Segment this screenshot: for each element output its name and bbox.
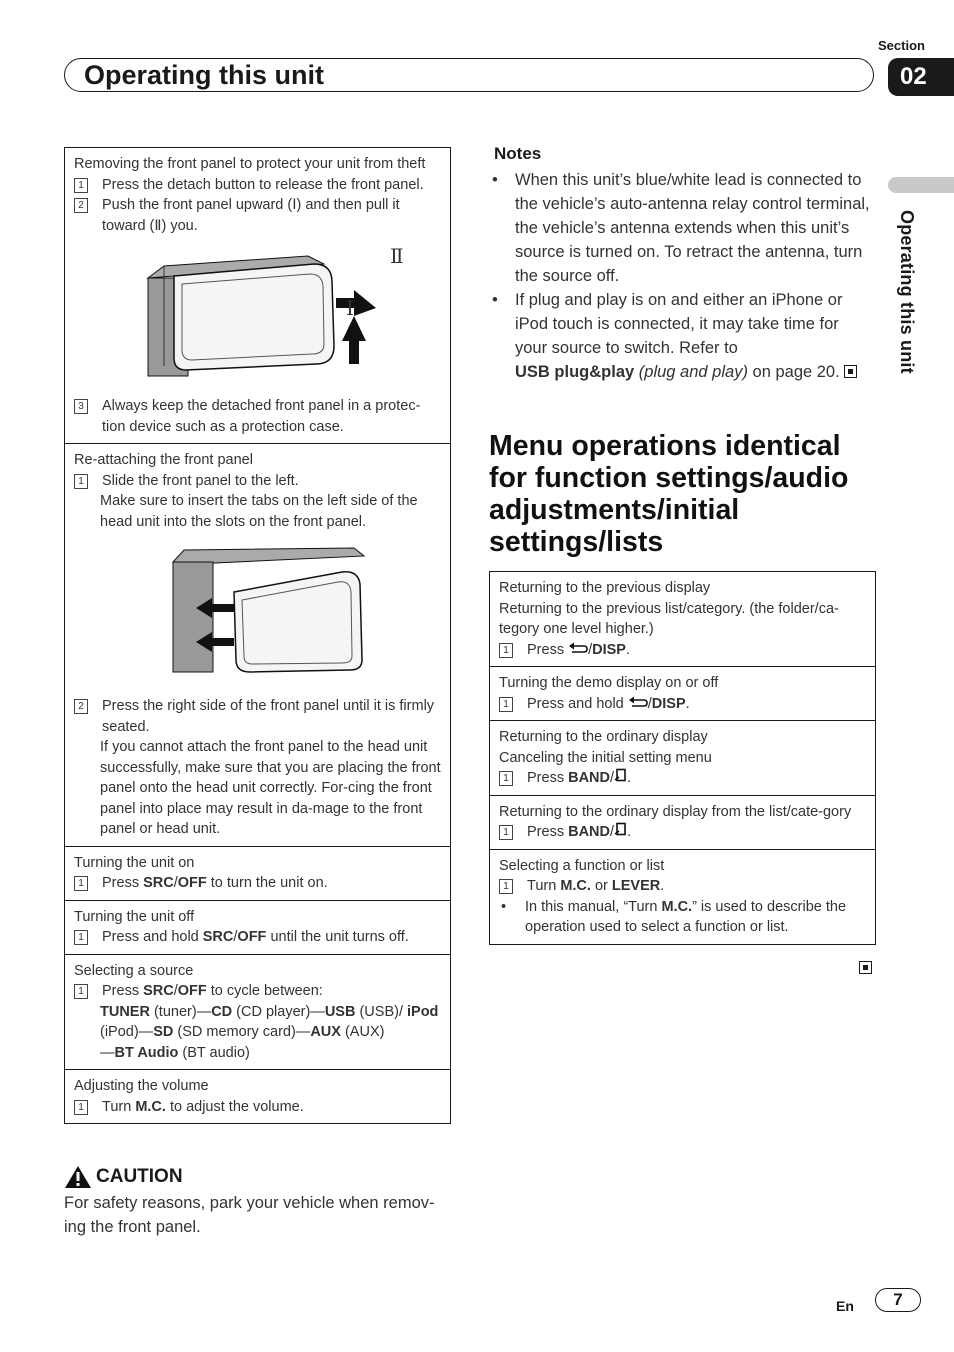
disp-key: DISP — [651, 695, 686, 712]
separator: / — [647, 695, 652, 712]
step — [74, 195, 441, 236]
mc-key: M.C. — [135, 1098, 166, 1115]
ordinary-display-cell — [490, 721, 875, 796]
off-key: OFF — [177, 983, 207, 999]
cell-title: Re-attaching the front panel — [74, 452, 253, 468]
step — [74, 696, 441, 737]
step-text: . — [627, 770, 632, 786]
separator: — — [100, 1044, 115, 1061]
step-text: Turn — [102, 1098, 136, 1115]
source-key: TUNER — [100, 1003, 150, 1020]
demo-display-cell — [490, 667, 875, 721]
notes-list — [490, 168, 875, 384]
step-number: 1 — [74, 876, 88, 891]
turn-off-cell — [65, 901, 450, 955]
note-text: When this unit’s blue/white lead is connected to the vehicle’s auto-antenna relay control terminal, the vehicle’s antenna extends when this unit’s source is turned on. To retract the antenna, turn the source off. — [515, 171, 870, 285]
step-number: 1 — [74, 1100, 88, 1115]
disp-key: DISP — [592, 641, 626, 658]
turn-on-cell — [65, 847, 450, 901]
separator: / — [609, 824, 615, 840]
step-text: Press — [527, 641, 569, 658]
step-text: . — [625, 641, 630, 658]
page-title: Operating this unit — [84, 60, 324, 90]
bullet: • — [501, 898, 507, 915]
source-key: AUX — [310, 1024, 341, 1040]
cell-title: Selecting a source — [74, 962, 194, 979]
caution-heading — [64, 1165, 183, 1189]
note-text: ” is used to describe the operation used to select a function or list. — [525, 898, 847, 935]
list-item — [490, 288, 875, 384]
step — [499, 822, 866, 843]
step-text: . — [627, 824, 632, 840]
previous-display-cell — [490, 572, 875, 667]
end-mark-icon — [844, 365, 857, 378]
note-text: If plug and play is on and either an iPhone or iPod touch is connected, it may take time for your source to switch. Refer to — [515, 291, 843, 357]
section-number-tab: 02 — [888, 58, 954, 96]
side-section-label: Operating this unit — [897, 210, 917, 374]
step — [74, 471, 441, 492]
step — [499, 694, 866, 715]
step-number: 1 — [499, 697, 513, 712]
mc-key: M.C. — [560, 878, 591, 894]
cell-title: Adjusting the volume — [74, 1078, 209, 1094]
source-key: iPod — [407, 1003, 439, 1020]
separator: / — [588, 641, 593, 658]
reattach-figure — [74, 532, 441, 696]
separator: / — [173, 983, 178, 999]
src-key: SRC — [143, 875, 174, 891]
cell-subtitle: Returning to the previous list/category. (the folder/ca-tegory one level higher.) — [499, 600, 839, 637]
step — [74, 927, 441, 948]
cell-title: Returning to the ordinary display from the list/cate-gory — [499, 803, 852, 820]
bullet: • — [492, 291, 498, 309]
cell-subtitle: Canceling the initial setting menu — [499, 749, 712, 766]
source-desc: (USB)/ — [355, 1003, 403, 1020]
ordinary-from-list-cell — [490, 796, 875, 850]
cell-title: Turning the unit on — [74, 854, 195, 871]
volume-cell — [65, 1070, 450, 1123]
menu-operations-heading: Menu operations identical for function settings/audio adjustments/initial settings/lists — [489, 430, 849, 558]
phone-icon — [614, 822, 627, 836]
step-number: 1 — [499, 771, 513, 786]
note-text: In this manual, “Turn — [525, 898, 662, 915]
step-number: 2 — [74, 699, 88, 714]
phone-icon — [614, 768, 627, 782]
step-number: 1 — [74, 178, 88, 193]
step-number: 2 — [74, 198, 88, 213]
step-number: 1 — [499, 825, 513, 840]
step-text: to adjust the volume. — [165, 1098, 304, 1115]
step-number: 1 — [74, 984, 88, 999]
cell-title: Selecting a function or list — [499, 857, 665, 874]
source-desc: (tuner)— — [149, 1003, 212, 1020]
step-text: Push the front panel upward (Ⅰ) and then pull it toward (Ⅱ) you. — [102, 197, 400, 234]
notes-heading: Notes — [494, 144, 542, 163]
select-source-cell — [65, 955, 450, 1071]
cell-title: Turning the demo display on or off — [499, 675, 719, 691]
left-procedure-table — [64, 147, 451, 1124]
back-arrow-icon — [568, 642, 588, 654]
list-item — [490, 168, 875, 288]
step — [74, 873, 441, 894]
step-text: . — [685, 695, 690, 712]
step-note: If you cannot attach the front panel to the head unit successfully, make sure that you are placing the front panel onto the head unit correctly. For-cing the front panel into place may result in da-mage to the front panel or head unit. — [100, 739, 441, 837]
plug-and-play-ref: (plug and play) — [638, 363, 748, 381]
step-text: Slide the front panel to the left. — [102, 472, 299, 489]
step — [74, 1097, 441, 1118]
mc-key: M.C. — [661, 898, 693, 915]
source-key: USB — [324, 1003, 356, 1020]
source-desc: (BT audio) — [178, 1044, 250, 1061]
source-desc: (AUX) — [340, 1024, 385, 1040]
step-text: Always keep the detached front panel in a protec-tion device such as a protection case. — [102, 398, 421, 435]
detach-figure — [74, 236, 441, 396]
section-label: Section — [878, 38, 925, 53]
side-tab — [888, 177, 954, 193]
step-number: 1 — [499, 643, 513, 658]
step-text: to cycle between: — [206, 983, 323, 999]
off-key: OFF — [237, 929, 267, 945]
step-text: to turn the unit on. — [206, 875, 328, 891]
warning-icon — [64, 1165, 92, 1189]
separator: / — [173, 875, 178, 891]
step-text: until the unit turns off. — [266, 929, 409, 945]
list-item — [499, 897, 866, 938]
src-key: SRC — [143, 983, 174, 999]
separator: / — [233, 929, 238, 945]
source-key: CD — [211, 1003, 233, 1020]
caution-text: For safety reasons, park your vehicle when remov-ing the front panel. — [64, 1194, 435, 1236]
cell-title: Returning to the ordinary display — [499, 729, 708, 745]
select-function-cell — [490, 850, 875, 944]
step — [499, 876, 866, 897]
figure-label-1: Ⅰ — [346, 296, 354, 320]
source-desc: (iPod)— — [100, 1024, 154, 1040]
step-text: Press — [102, 875, 144, 891]
bullet: • — [492, 171, 498, 189]
reattach-panel-cell — [65, 444, 450, 847]
step-text: Press and hold — [102, 929, 203, 945]
step-number: 1 — [499, 879, 513, 894]
step — [499, 768, 866, 789]
detach-panel-illustration — [74, 236, 442, 396]
step — [74, 396, 441, 437]
language-label: En — [836, 1298, 854, 1314]
source-chain — [74, 1002, 441, 1064]
step-number: 1 — [74, 930, 88, 945]
lever-key: LEVER — [611, 878, 661, 894]
step-text: . — [660, 878, 665, 894]
band-key: BAND — [568, 770, 610, 786]
back-arrow-icon — [628, 696, 648, 708]
step-text: Turn — [527, 878, 561, 894]
cell-title: Turning the unit off — [74, 908, 195, 925]
source-desc: (CD player)— — [232, 1003, 325, 1020]
reattach-panel-illustration — [74, 532, 442, 696]
source-key: SD — [153, 1024, 174, 1040]
src-key: SRC — [202, 929, 234, 945]
figure-label-2: Ⅱ — [390, 244, 404, 268]
step-number: 3 — [74, 399, 88, 414]
step-text: Press and hold — [527, 695, 628, 712]
source-desc: (SD memory card)— — [173, 1024, 311, 1040]
end-mark-icon — [859, 961, 872, 974]
step — [74, 175, 441, 196]
cell-title: Returning to the previous display — [499, 580, 711, 596]
step-text: Press the detach button to release the front panel. — [102, 176, 424, 193]
band-key: BAND — [568, 824, 610, 840]
caution-title: CAUTION — [96, 1166, 183, 1187]
page-ref: on page 20. — [752, 363, 840, 381]
step-number: 1 — [74, 474, 88, 489]
step — [499, 640, 866, 661]
remove-panel-cell — [65, 148, 450, 444]
step-note: Make sure to insert the tabs on the left side of the head unit into the slots on the front panel. — [100, 493, 418, 530]
step-text: Press — [102, 983, 144, 999]
cell-title: Removing the front panel to protect your unit from theft — [74, 156, 426, 172]
separator: / — [609, 770, 615, 786]
step-text: Press the right side of the front panel until it is firmly seated. — [102, 698, 435, 735]
step-text: Press — [527, 824, 569, 840]
step-text: Press — [527, 770, 569, 786]
right-procedure-table — [489, 571, 876, 945]
usb-plug-play-ref: USB plug&play — [515, 363, 635, 381]
step-text: or — [590, 878, 612, 894]
source-key: BT Audio — [114, 1044, 179, 1061]
off-key: OFF — [177, 875, 207, 891]
page-number: 7 — [875, 1288, 921, 1312]
step — [74, 981, 441, 1002]
